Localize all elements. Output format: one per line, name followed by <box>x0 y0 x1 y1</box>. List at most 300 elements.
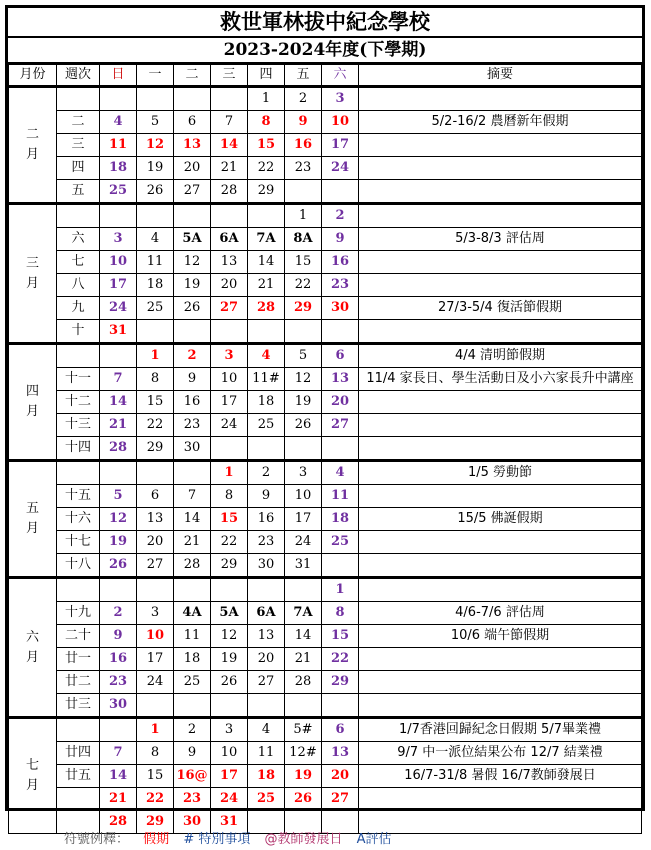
calendar-body <box>9 87 642 834</box>
week-row <box>9 391 642 414</box>
day-cell <box>285 180 322 204</box>
day-cell: 6A <box>211 228 248 251</box>
day-cell: 15 <box>137 765 174 788</box>
day-cell: 11 <box>322 485 359 508</box>
day-cell: 7 <box>100 368 137 391</box>
day-cell <box>137 694 174 718</box>
day-cell: 1 <box>248 87 285 111</box>
day-cell: 24 <box>211 414 248 437</box>
month-label: 三 月 <box>9 204 57 344</box>
week-row <box>9 134 642 157</box>
week-number: 十四 <box>57 437 100 461</box>
day-cell: 20 <box>137 531 174 554</box>
day-cell: 15 <box>137 391 174 414</box>
day-cell: 5# <box>285 718 322 742</box>
week-row <box>9 648 642 671</box>
day-cell: 17 <box>285 508 322 531</box>
day-cell <box>174 461 211 485</box>
day-cell: 10 <box>211 368 248 391</box>
day-cell: 22 <box>137 788 174 811</box>
month-label: 二 月 <box>9 87 57 204</box>
week-number: 六 <box>57 228 100 251</box>
day-cell: 9 <box>100 625 137 648</box>
week-number: 四 <box>57 157 100 180</box>
week-number <box>57 578 100 602</box>
day-cell: 13 <box>174 134 211 157</box>
day-cell: 6 <box>322 344 359 368</box>
day-cell: 5 <box>100 485 137 508</box>
day-cell: 25 <box>248 414 285 437</box>
day-cell: 28 <box>211 180 248 204</box>
note-cell <box>359 531 642 554</box>
day-cell: 3 <box>211 344 248 368</box>
day-cell: 12 <box>137 134 174 157</box>
day-cell: 23 <box>100 671 137 694</box>
legend-teacher: @教師發展日 <box>264 832 343 847</box>
week-number: 十三 <box>57 414 100 437</box>
header-row <box>9 65 642 87</box>
week-row <box>9 694 642 718</box>
note-cell: 4/6-7/6 評估周 <box>359 602 642 625</box>
day-cell: 6 <box>137 485 174 508</box>
day-cell: 1 <box>137 718 174 742</box>
note-cell <box>359 134 642 157</box>
day-cell: 17 <box>211 765 248 788</box>
note-cell: 9/7 中一派位結果公布 12/7 結業禮 <box>359 742 642 765</box>
note-cell <box>359 204 642 228</box>
day-cell: 1 <box>285 204 322 228</box>
legend-special: # 特別事項 <box>183 832 251 847</box>
week-row <box>9 344 642 368</box>
day-cell: 26 <box>285 414 322 437</box>
day-cell <box>285 578 322 602</box>
week-row <box>9 111 642 134</box>
day-cell: 25 <box>322 531 359 554</box>
day-cell: 11 <box>174 625 211 648</box>
day-cell: 4A <box>174 602 211 625</box>
note-cell: 1/5 勞動節 <box>359 461 642 485</box>
day-cell: 20 <box>211 274 248 297</box>
week-number <box>57 204 100 228</box>
header-sat: 六 <box>322 65 359 87</box>
day-cell: 29 <box>285 297 322 320</box>
day-cell: 25 <box>100 180 137 204</box>
day-cell: 13 <box>322 742 359 765</box>
note-cell <box>359 414 642 437</box>
day-cell: 13 <box>248 625 285 648</box>
day-cell: 17 <box>100 274 137 297</box>
day-cell: 16 <box>174 391 211 414</box>
week-number: 九 <box>57 297 100 320</box>
day-cell: 2 <box>248 461 285 485</box>
month-label: 五 月 <box>9 461 57 578</box>
day-cell: 20 <box>322 391 359 414</box>
day-cell: 17 <box>322 134 359 157</box>
day-cell <box>211 204 248 228</box>
day-cell: 24 <box>137 671 174 694</box>
day-cell: 20 <box>174 157 211 180</box>
week-row <box>9 508 642 531</box>
day-cell: 2 <box>285 87 322 111</box>
day-cell <box>174 87 211 111</box>
note-cell: 1/7香港回歸紀念日假期 5/7畢業禮 <box>359 718 642 742</box>
day-cell: 22 <box>285 274 322 297</box>
day-cell: 28 <box>248 297 285 320</box>
day-cell <box>248 578 285 602</box>
day-cell: 12 <box>174 251 211 274</box>
legend <box>64 828 402 847</box>
week-number <box>57 718 100 742</box>
term-subtitle: 2023-2024年度(下學期) <box>8 38 642 64</box>
day-cell: 14 <box>100 391 137 414</box>
day-cell <box>211 320 248 344</box>
day-cell: 22 <box>322 648 359 671</box>
note-cell <box>359 251 642 274</box>
day-cell: 16@ <box>174 765 211 788</box>
day-cell <box>100 204 137 228</box>
day-cell: 18 <box>248 765 285 788</box>
week-number: 十九 <box>57 602 100 625</box>
day-cell <box>137 87 174 111</box>
day-cell: 9 <box>285 111 322 134</box>
week-number: 三 <box>57 134 100 157</box>
day-cell <box>137 461 174 485</box>
day-cell: 14 <box>248 251 285 274</box>
note-cell <box>359 157 642 180</box>
day-cell: 26 <box>174 297 211 320</box>
week-row <box>9 180 642 204</box>
day-cell: 18 <box>137 274 174 297</box>
day-cell: 21 <box>211 157 248 180</box>
week-row <box>9 625 642 648</box>
day-cell: 2 <box>100 602 137 625</box>
day-cell: 16 <box>285 134 322 157</box>
day-cell <box>285 694 322 718</box>
note-cell: 16/7-31/8 暑假 16/7教師發展日 <box>359 765 642 788</box>
week-number: 八 <box>57 274 100 297</box>
day-cell: 22 <box>211 531 248 554</box>
day-cell: 31 <box>100 320 137 344</box>
day-cell: 10 <box>211 742 248 765</box>
day-cell: 3 <box>137 602 174 625</box>
day-cell: 14 <box>285 625 322 648</box>
day-cell: 10 <box>322 111 359 134</box>
day-cell <box>322 554 359 578</box>
day-cell: 11 <box>100 134 137 157</box>
note-cell <box>359 788 642 811</box>
day-cell: 13 <box>211 251 248 274</box>
day-cell: 28 <box>174 554 211 578</box>
week-row <box>9 718 642 742</box>
day-cell: 9 <box>174 368 211 391</box>
day-cell <box>174 578 211 602</box>
day-cell: 29 <box>211 554 248 578</box>
week-number: 十二 <box>57 391 100 414</box>
day-cell <box>174 694 211 718</box>
day-cell: 28 <box>100 811 137 834</box>
day-cell: 24 <box>211 788 248 811</box>
note-cell <box>359 274 642 297</box>
day-cell: 29 <box>248 180 285 204</box>
day-cell: 22 <box>248 157 285 180</box>
day-cell: 18 <box>248 391 285 414</box>
header-fri: 五 <box>285 65 322 87</box>
day-cell: 31 <box>285 554 322 578</box>
day-cell <box>248 320 285 344</box>
day-cell <box>285 437 322 461</box>
week-row <box>9 765 642 788</box>
day-cell: 26 <box>211 671 248 694</box>
week-row <box>9 554 642 578</box>
week-row <box>9 437 642 461</box>
day-cell: 15 <box>211 508 248 531</box>
day-cell: 19 <box>285 765 322 788</box>
week-number: 十一 <box>57 368 100 391</box>
header-thu: 四 <box>248 65 285 87</box>
day-cell: 9 <box>174 742 211 765</box>
day-cell: 25 <box>137 297 174 320</box>
day-cell: 22 <box>137 414 174 437</box>
day-cell: 7A <box>285 602 322 625</box>
week-row <box>9 602 642 625</box>
day-cell: 26 <box>137 180 174 204</box>
note-cell: 11/4 家長日、學生活動日及小六家長升中講座 <box>359 368 642 391</box>
note-cell: 4/4 清明節假期 <box>359 344 642 368</box>
day-cell <box>322 320 359 344</box>
day-cell: 2 <box>174 344 211 368</box>
day-cell: 30 <box>174 437 211 461</box>
week-row <box>9 788 642 811</box>
day-cell <box>248 204 285 228</box>
calendar-table <box>8 64 642 834</box>
week-row <box>9 297 642 320</box>
week-number: 二 <box>57 111 100 134</box>
header-week: 週次 <box>57 65 100 87</box>
day-cell: 13 <box>322 368 359 391</box>
day-cell: 11# <box>248 368 285 391</box>
day-cell: 5 <box>285 344 322 368</box>
day-cell: 15 <box>322 625 359 648</box>
note-cell: 27/3-5/4 復活節假期 <box>359 297 642 320</box>
day-cell: 16 <box>248 508 285 531</box>
note-cell <box>359 671 642 694</box>
header-tue: 二 <box>174 65 211 87</box>
day-cell: 4 <box>248 718 285 742</box>
day-cell: 12 <box>100 508 137 531</box>
day-cell <box>211 437 248 461</box>
note-cell <box>359 391 642 414</box>
day-cell: 30 <box>100 694 137 718</box>
day-cell: 18 <box>322 508 359 531</box>
calendar-sheet <box>5 5 645 829</box>
week-number: 七 <box>57 251 100 274</box>
day-cell: 6 <box>174 111 211 134</box>
day-cell: 25 <box>174 671 211 694</box>
day-cell: 4 <box>137 228 174 251</box>
day-cell <box>248 437 285 461</box>
day-cell: 20 <box>248 648 285 671</box>
note-cell: 5/2-16/2 農曆新年假期 <box>359 111 642 134</box>
day-cell: 4 <box>248 344 285 368</box>
week-row <box>9 485 642 508</box>
week-number: 十六 <box>57 508 100 531</box>
day-cell: 19 <box>174 274 211 297</box>
school-title: 救世軍林拔中紀念學校 <box>8 8 642 38</box>
week-row <box>9 461 642 485</box>
day-cell <box>137 578 174 602</box>
note-cell: 15/5 佛誕假期 <box>359 508 642 531</box>
legend-assessment: A評估 <box>356 832 392 847</box>
day-cell: 19 <box>285 391 322 414</box>
day-cell <box>322 694 359 718</box>
day-cell: 23 <box>285 157 322 180</box>
week-number <box>57 344 100 368</box>
month-label: 七 月 <box>9 718 57 834</box>
day-cell: 8 <box>137 742 174 765</box>
week-number: 廿二 <box>57 671 100 694</box>
day-cell <box>137 204 174 228</box>
day-cell: 19 <box>211 648 248 671</box>
note-cell <box>359 180 642 204</box>
day-cell: 21 <box>100 788 137 811</box>
day-cell: 23 <box>322 274 359 297</box>
day-cell: 5A <box>211 602 248 625</box>
week-number: 廿五 <box>57 765 100 788</box>
day-cell: 27 <box>174 180 211 204</box>
day-cell: 16 <box>322 251 359 274</box>
week-number <box>57 788 100 811</box>
day-cell <box>100 461 137 485</box>
day-cell: 12 <box>211 625 248 648</box>
header-wed: 三 <box>211 65 248 87</box>
day-cell: 7A <box>248 228 285 251</box>
header-sun: 日 <box>100 65 137 87</box>
header-notes: 摘要 <box>359 65 642 87</box>
day-cell: 8 <box>322 602 359 625</box>
day-cell: 9 <box>322 228 359 251</box>
note-cell <box>359 554 642 578</box>
week-row <box>9 274 642 297</box>
legend-holiday: 假期 <box>143 832 170 847</box>
day-cell: 26 <box>285 788 322 811</box>
week-row <box>9 87 642 111</box>
day-cell: 2 <box>174 718 211 742</box>
week-number: 十七 <box>57 531 100 554</box>
day-cell: 21 <box>100 414 137 437</box>
week-number <box>57 87 100 111</box>
day-cell: 21 <box>174 531 211 554</box>
day-cell: 23 <box>248 531 285 554</box>
day-cell: 31 <box>211 811 248 834</box>
week-number: 二十 <box>57 625 100 648</box>
day-cell: 17 <box>137 648 174 671</box>
week-number: 廿一 <box>57 648 100 671</box>
week-number: 十五 <box>57 485 100 508</box>
week-row <box>9 320 642 344</box>
day-cell: 28 <box>100 437 137 461</box>
day-cell: 10 <box>100 251 137 274</box>
day-cell: 27 <box>211 297 248 320</box>
week-row <box>9 531 642 554</box>
day-cell: 8A <box>285 228 322 251</box>
day-cell: 29 <box>137 811 174 834</box>
note-cell <box>359 694 642 718</box>
day-cell: 30 <box>322 297 359 320</box>
day-cell: 8 <box>137 368 174 391</box>
week-row <box>9 251 642 274</box>
day-cell: 17 <box>211 391 248 414</box>
week-row <box>9 414 642 437</box>
week-number: 十八 <box>57 554 100 578</box>
day-cell <box>248 694 285 718</box>
day-cell: 21 <box>285 648 322 671</box>
day-cell <box>211 87 248 111</box>
day-cell: 1 <box>137 344 174 368</box>
day-cell: 18 <box>174 648 211 671</box>
day-cell: 10 <box>137 625 174 648</box>
day-cell: 25 <box>248 788 285 811</box>
day-cell: 4 <box>100 111 137 134</box>
day-cell: 26 <box>100 554 137 578</box>
day-cell: 27 <box>248 671 285 694</box>
week-number: 五 <box>57 180 100 204</box>
day-cell: 1 <box>211 461 248 485</box>
day-cell: 16 <box>100 648 137 671</box>
week-row <box>9 578 642 602</box>
day-cell <box>100 344 137 368</box>
day-cell: 7 <box>174 485 211 508</box>
day-cell: 14 <box>100 765 137 788</box>
week-row <box>9 368 642 391</box>
note-cell <box>359 485 642 508</box>
day-cell: 7 <box>100 742 137 765</box>
day-cell: 2 <box>322 204 359 228</box>
day-cell <box>211 578 248 602</box>
day-cell: 5 <box>137 111 174 134</box>
day-cell: 11 <box>137 251 174 274</box>
day-cell: 27 <box>322 414 359 437</box>
day-cell: 8 <box>211 485 248 508</box>
day-cell: 24 <box>285 531 322 554</box>
week-row <box>9 157 642 180</box>
day-cell: 11 <box>248 742 285 765</box>
note-cell: 10/6 端午節假期 <box>359 625 642 648</box>
day-cell: 29 <box>322 671 359 694</box>
day-cell: 13 <box>137 508 174 531</box>
note-cell <box>359 648 642 671</box>
day-cell: 30 <box>248 554 285 578</box>
month-label: 四 月 <box>9 344 57 461</box>
day-cell <box>100 718 137 742</box>
legend-label: 符號例釋： <box>64 832 130 847</box>
header-mon: 一 <box>137 65 174 87</box>
week-row <box>9 742 642 765</box>
day-cell <box>100 578 137 602</box>
day-cell <box>285 320 322 344</box>
day-cell: 12# <box>285 742 322 765</box>
day-cell: 4 <box>322 461 359 485</box>
day-cell: 3 <box>100 228 137 251</box>
header-month: 月份 <box>9 65 57 87</box>
day-cell <box>100 87 137 111</box>
note-cell <box>359 578 642 602</box>
day-cell <box>322 180 359 204</box>
note-cell <box>359 437 642 461</box>
week-row <box>9 228 642 251</box>
day-cell <box>174 320 211 344</box>
note-cell <box>359 87 642 111</box>
day-cell: 12 <box>285 368 322 391</box>
